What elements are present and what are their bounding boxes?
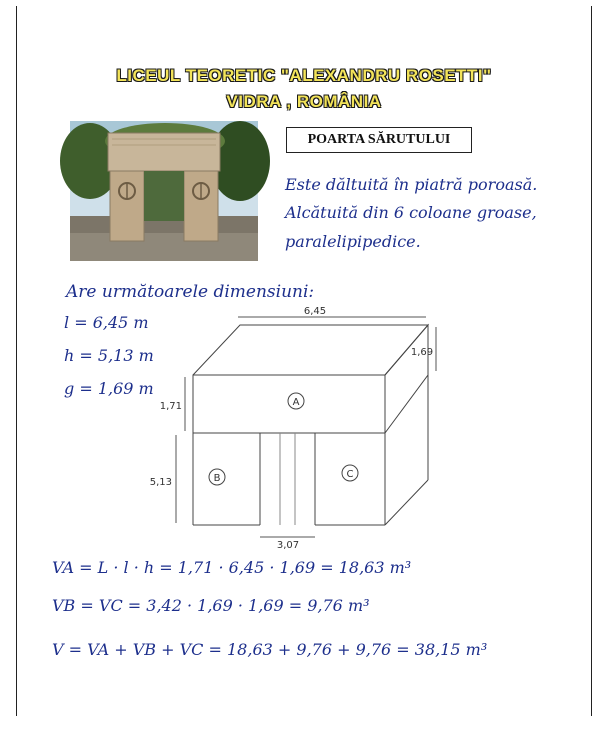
dimension-height: h = 5,13 m: [64, 346, 154, 365]
formula-total: V = VA + VB + VC = 18,63 + 9,76 + 9,76 = 38,15 m³: [52, 640, 488, 659]
description-line: Alcătuită din 6 coloane groase,: [285, 203, 537, 222]
formula-vb-vc: VB = VC = 3,42 · 1,69 · 1,69 = 9,76 m³: [52, 596, 370, 615]
total-height-label: 5,13: [149, 477, 172, 488]
beam-height-label: 1,71: [159, 401, 182, 412]
top-length-label: 6,45: [303, 306, 327, 317]
description-line: Este dăltuită în piatră poroasă.: [285, 175, 538, 194]
school-name: LICEUL TEORETIC "ALEXANDRU ROSETTI": [116, 66, 492, 85]
gate-photo: [70, 121, 258, 261]
bottom-width-label: 3,07: [276, 540, 300, 551]
monument-title-box: POARTA SĂRUTULUI: [286, 127, 472, 153]
label-c: C: [346, 469, 354, 480]
depth-label: 1,69: [410, 347, 434, 358]
school-location: VIDRA , ROMÂNIA: [226, 92, 382, 111]
dimension-thickness: g = 1,69 m: [64, 379, 154, 398]
dimensions-intro: Are următoarele dimensiuni:: [66, 282, 315, 302]
label-b: B: [213, 473, 221, 484]
dimension-length: l = 6,45 m: [64, 313, 149, 332]
formula-va: VA = L · l · h = 1,71 · 6,45 · 1,69 = 18,63 m³: [52, 558, 412, 577]
gate-sketch: [149, 305, 450, 551]
description-line: paralelipipedice.: [285, 232, 421, 251]
label-a: A: [292, 397, 300, 408]
